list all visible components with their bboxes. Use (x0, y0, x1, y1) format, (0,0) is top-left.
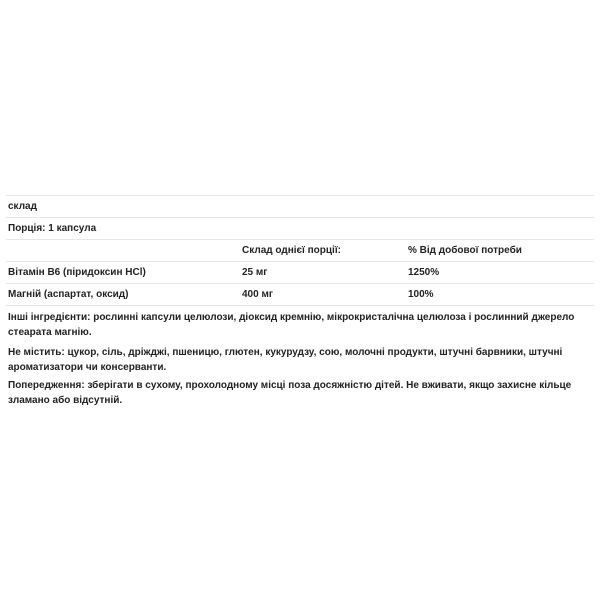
table-row (6, 261, 594, 283)
warning-text: Попередження: зберігати в сухому, прохолодному місці поза досяжністю дітей. Не вживати, якщо захисне кільце зламано або відсутній. (8, 380, 572, 406)
table-row (6, 283, 594, 306)
header-cell: Склад однієї порції: (242, 245, 341, 256)
header-cell: % Від добової потреби (408, 245, 522, 256)
ingredient-daily-value: 100% (408, 289, 434, 300)
ingredient-name: Магній (аспартат, оксид) (8, 289, 129, 300)
ingredient-name: Вітамін B6 (піридоксин HCl) (8, 267, 146, 278)
does-not-contain-text: Не містить: цукор, сіль, дріжджі, пшеницю, глютен, кукурудзу, сою, молочні продукти, штучні барвники, штучні ароматизатори чи консерванти. (8, 347, 563, 373)
other-ingredients-text: Інші інгредієнти: рослинні капсули целюлози, діоксид кремнію, мікрокристалічна целюлоза і рослинний джерело стеарата магнію. (8, 312, 575, 338)
ingredient-daily-value: 1250% (408, 267, 440, 278)
table-header-row (6, 239, 594, 261)
composition-table (6, 195, 594, 306)
serving-size: Порція: 1 капсула (8, 223, 97, 234)
serving-row (6, 217, 594, 239)
section-title: склад (8, 201, 37, 212)
section-title-row (6, 195, 594, 217)
ingredient-amount: 400 мг (242, 289, 274, 300)
ingredient-amount: 25 мг (242, 267, 268, 278)
